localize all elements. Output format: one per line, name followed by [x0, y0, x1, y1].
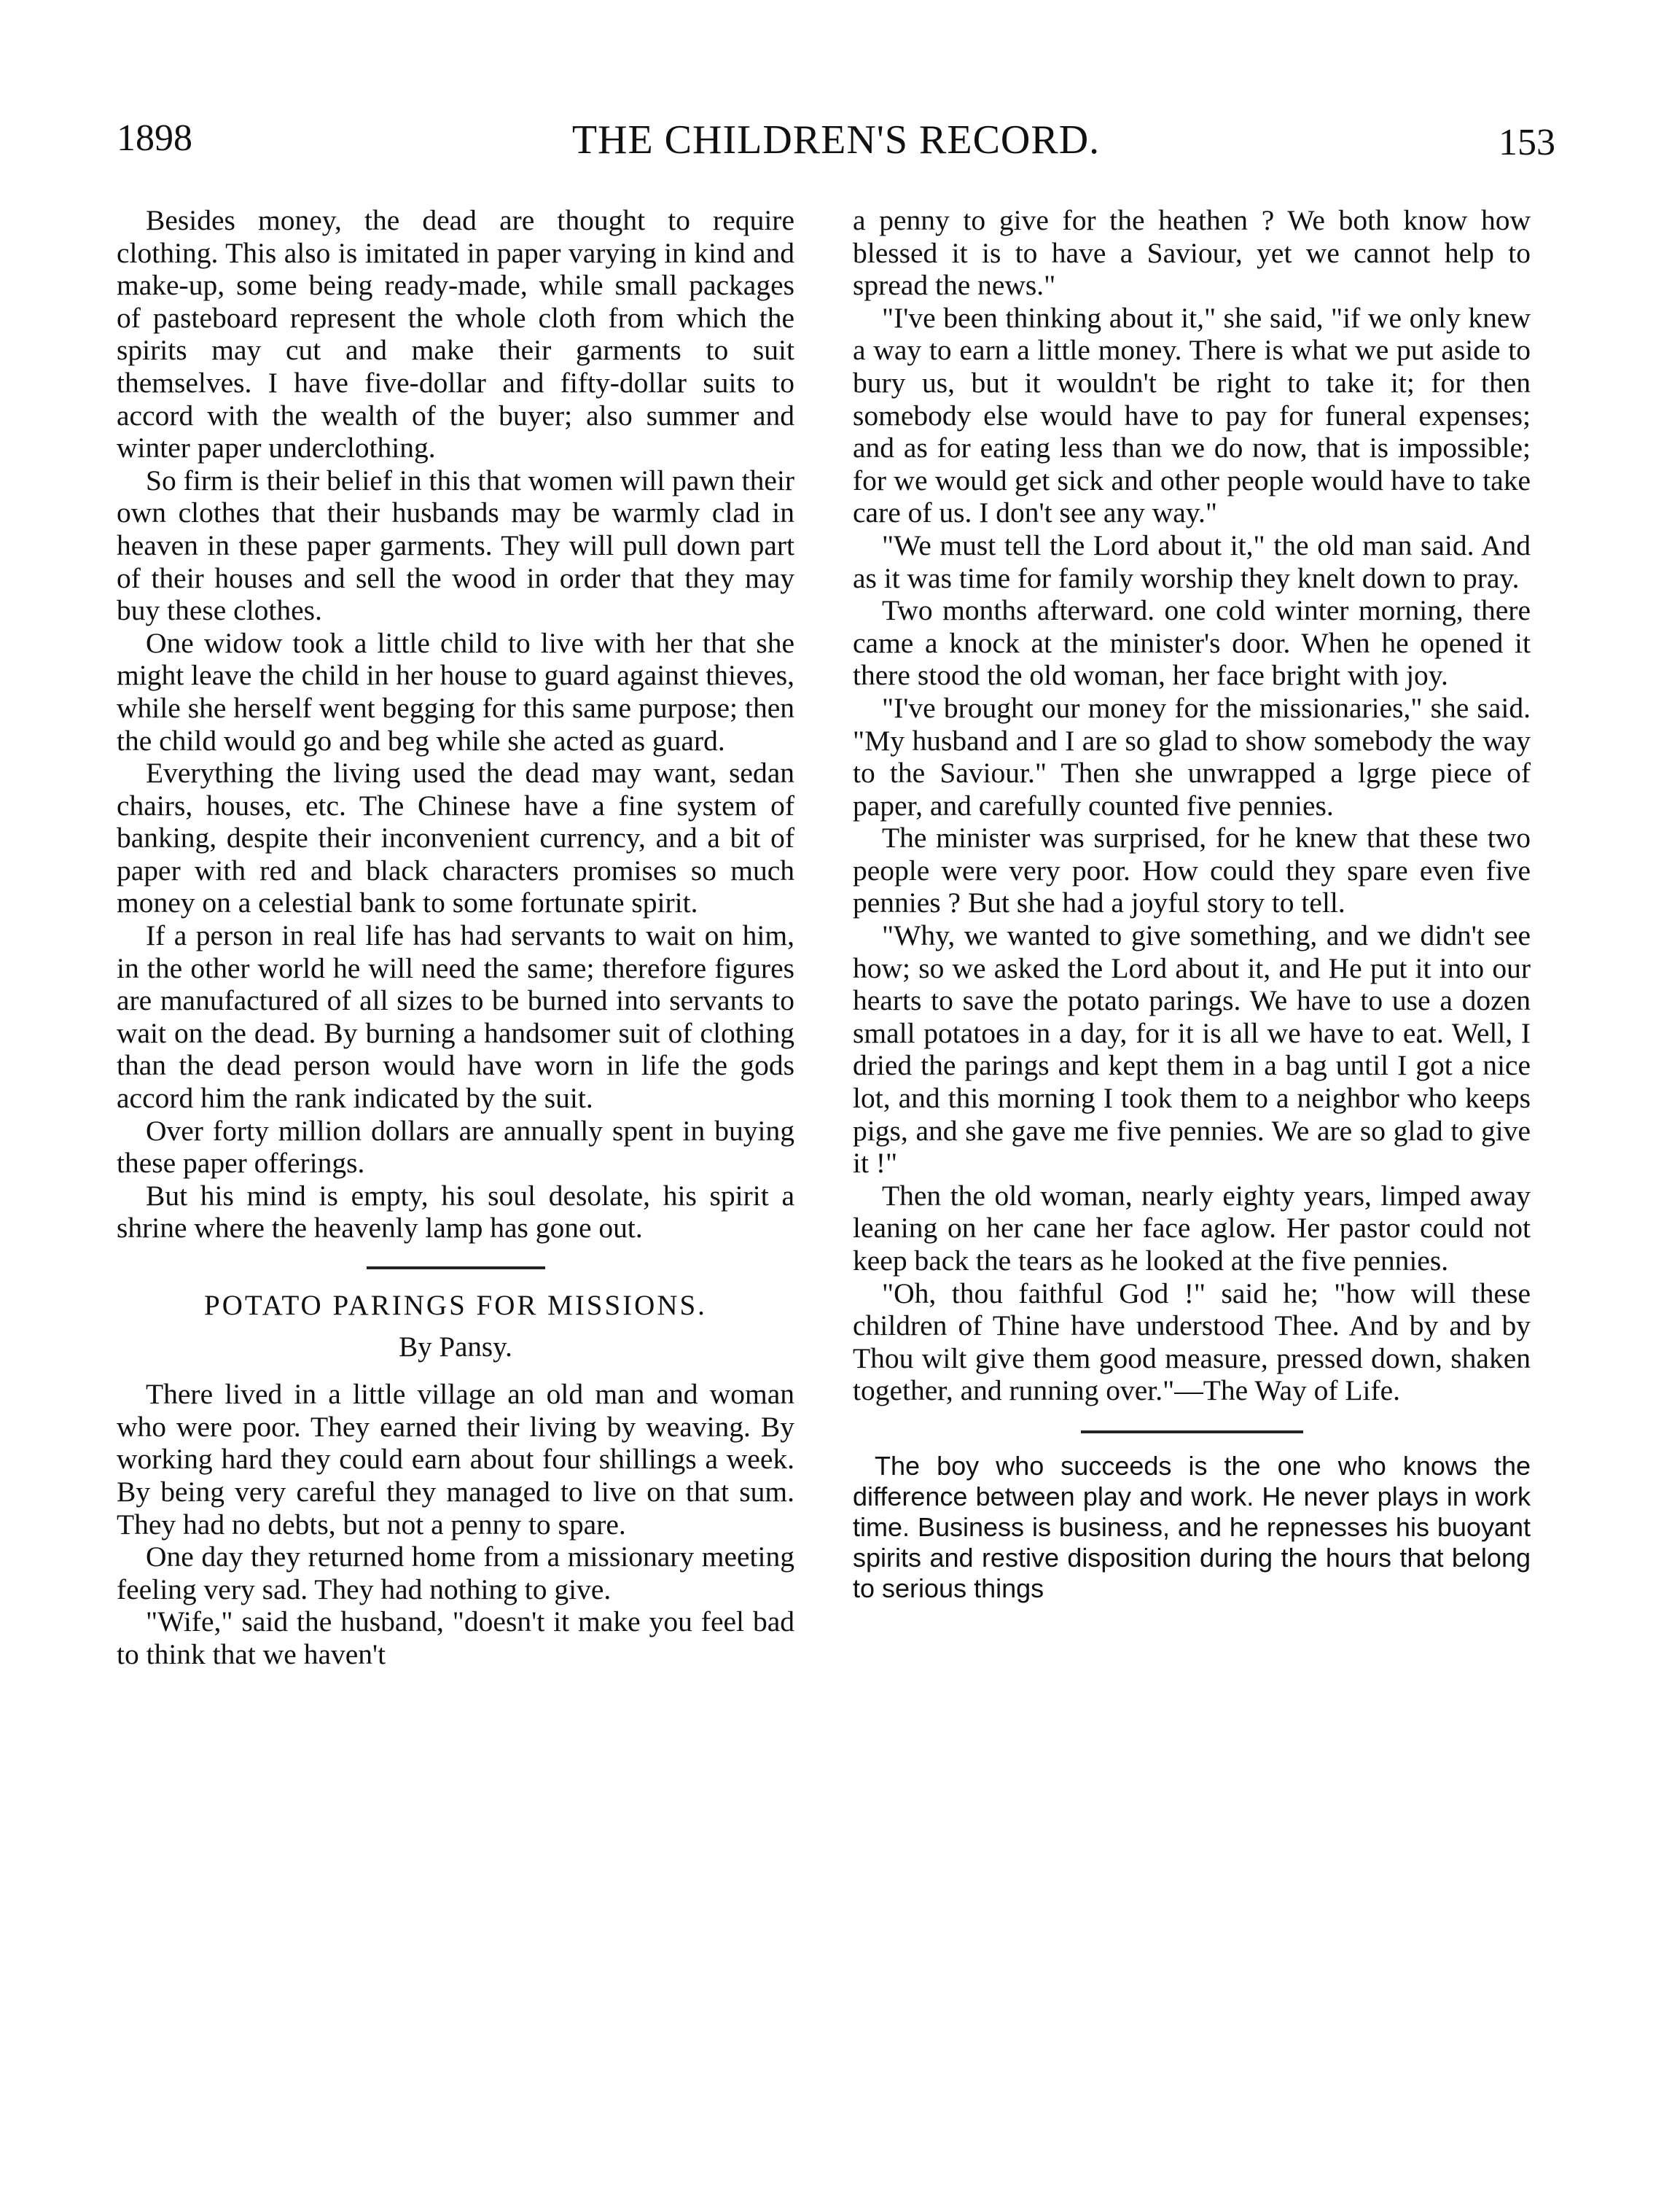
paragraph: Over forty million dollars are annually spent in buying these paper offerings. [117, 1114, 794, 1180]
paragraph: Everything the living used the dead may want, sedan chairs, houses, etc. The Chinese have a fine system of banking, despite their inconvenient currency, and a bit of paper with red and black characters promises so much money on a celestial bank to some fortunate spirit. [117, 757, 794, 919]
closing-note [853, 1451, 1531, 1604]
story-paragraph: a penny to give for the heathen ? We both know how blessed it is to have a Saviour, yet we cannot help to spread the news." [853, 204, 1531, 302]
story-paragraph: "Why, we wanted to give something, and we didn't see how; so we asked the Lord about it, and He put it into our hearts to save the potato parings. We have to use a dozen small potatoes in a day, for it is all we have to eat. Well, I dried the parings and kept them in a bag until I got a nice lot, and this morning I took them to a neighbor who keeps pigs, and she gave me five pennies. We are so glad to give it !" [853, 919, 1531, 1180]
story-paragraph: One day they returned home from a missionary meeting feeling very sad. They had nothing to give. [117, 1541, 794, 1605]
story-paragraph: "Oh, thou faithful God !" said he; "how will these children of Thine have understood Thee. And by and by Thou wilt give them good measure, pressed down, shaken together, and running over."—The Way of Life. [853, 1277, 1531, 1407]
section-divider [1081, 1430, 1303, 1433]
story-paragraph: Two months afterward. one cold winter morning, there came a knock at the minister's door. When he opened it there stood the old woman, her face bright with joy. [853, 594, 1531, 692]
story-paragraph: The minister was surprised, for he knew that these two people were very poor. How could they spare even five pennies ? But she had a joyful story to tell. [853, 822, 1531, 919]
paragraph: If a person in real life has had servants to wait on him, in the other world he will need the same; therefore figures are manufactured of all sizes to be burned into servants to wait on the dead. By burning a handsomer suit of clothing than the dead person would have worn in life the gods accord him the rank indicated by the suit. [117, 919, 794, 1115]
paragraph: So firm is their belief in this that women will pawn their own clothes that their husbands may be warmly clad in heaven in these paper garments. They will pull down part of their houses and sell the wood in order that they may buy these clothes. [117, 464, 794, 627]
note-paragraph: The boy who succeeds is the one who knows the difference between play and work. He never plays in work time. Business is business, and he repnesses his buoyant spirits and restive disposition during the hours that belong to serious things [853, 1450, 1531, 1603]
header-year: 1898 [117, 117, 192, 159]
story-title: POTATO PARINGS FOR MISSIONS. [204, 1290, 707, 1321]
story-paragraph: "I've brought our money for the missionaries," she said. "My husband and I are so glad to show somebody the way to the Saviour." Then she unwrapped a lgrge piece of paper, and carefully counted five pennies. [853, 691, 1531, 822]
paragraph: One widow took a little child to live with her that she might leave the child in her house to guard against thieves, while she herself went begging for this same purpose; then the child would go and beg while she acted as guard. [117, 626, 794, 757]
story-paragraph: "We must tell the Lord about it," the old man said. And as it was time for family worship they knelt down to pray. [853, 529, 1531, 594]
paragraph: But his mind is empty, his soul desolate, his spirit a shrine where the heavenly lamp has gone out. [117, 1179, 794, 1245]
right-column [853, 204, 1531, 1604]
story-paragraph: "Wife," said the husband, "doesn't it make you feel bad to think that we haven't [117, 1605, 794, 1670]
paragraph: Besides money, the dead are thought to require clothing. This also is imitated in paper varying in kind and make-up, some being ready-made, while small packages of pasteboard represent the whole cloth from which the spirits may cut and make their garments to suit themselves. I have five-dollar and fifty-dollar suits to accord with the wealth of the buyer; also summer and winter paper underclothing. [117, 204, 794, 464]
left-column [117, 204, 794, 1671]
section-divider [367, 1266, 545, 1269]
story-paragraph: Then the old woman, nearly eighty years, limped away leaning on her cane her face aglow. Her pastor could not keep back the tears as he looked at the five pennies. [853, 1179, 1531, 1277]
story-byline: By Pansy. [399, 1331, 512, 1363]
publication-title: THE CHILDREN'S RECORD. [571, 117, 1101, 163]
story-paragraph: There lived in a little village an old man and woman who were poor. They earned their living by weaving. By working hard they could earn about four shillings a week. By being very careful they managed to live on that sum. They had no debts, but not a penny to spare. [117, 1378, 794, 1541]
page-header [117, 117, 1555, 175]
story-paragraph: "I've been thinking about it," she said, "if we only knew a way to earn a little money. There is what we put aside to bury us, but it wouldn't be right to take it; for then somebody else would have to pay for funeral expenses; and as for eating less than we do now, that is impossible; for we would get sick and other people would have to take care of us. I don't see any way." [853, 301, 1531, 529]
page-number: 153 [1499, 122, 1555, 163]
